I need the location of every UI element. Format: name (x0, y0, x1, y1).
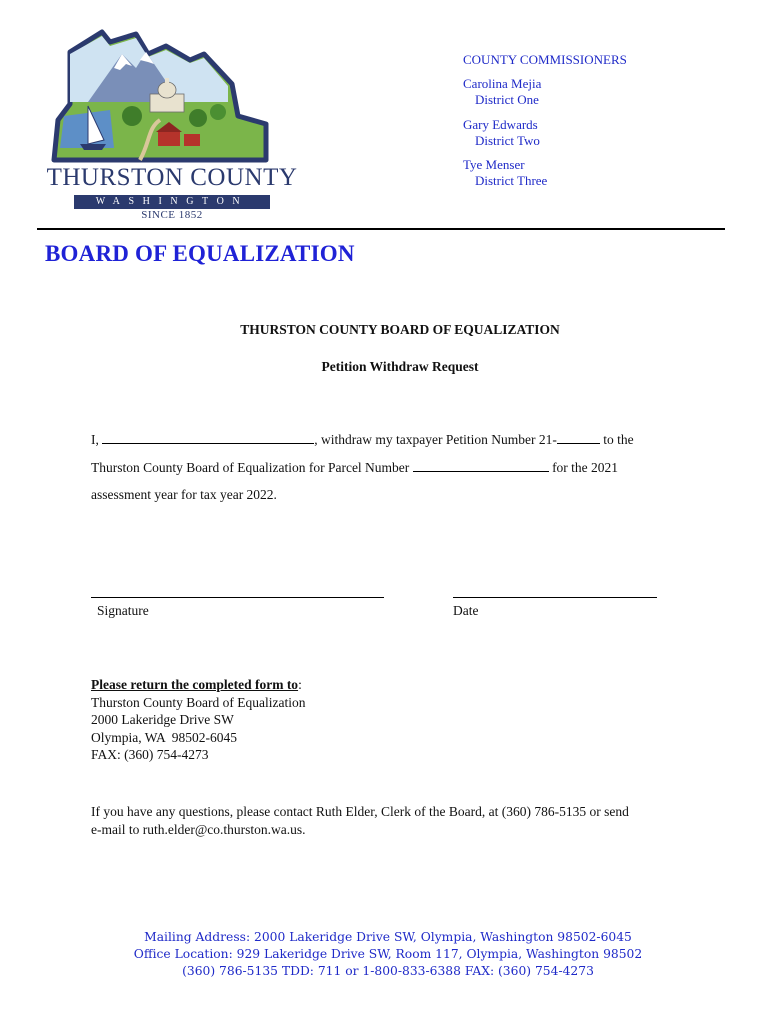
statement-mid: , withdraw my taxpayer Petition Number 21- (314, 432, 557, 447)
date-line[interactable] (453, 597, 657, 598)
parcel-number-field[interactable] (413, 459, 549, 472)
commissioner-district: District Two (475, 133, 540, 148)
commissioner-district: District One (475, 92, 539, 107)
taxpayer-name-field[interactable] (102, 431, 314, 444)
header-divider (37, 228, 725, 230)
footer-mailing-address: Mailing Address: 2000 Lakeridge Drive SW, Olympia, Washington 98502-6045 (144, 930, 632, 944)
statement-end: to the (599, 432, 634, 447)
signature-label: Signature (97, 603, 149, 618)
county-map-logo-icon (40, 24, 280, 164)
form-org-heading: THURSTON COUNTY BOARD OF EQUALIZATION (240, 322, 560, 337)
return-line: FAX: (360) 754-4273 (91, 747, 209, 762)
commissioners-title: COUNTY COMMISSIONERS (463, 52, 627, 67)
commissioner-name: Gary Edwards (463, 117, 538, 132)
statement-parcel-prefix: Thurston County Board of Equalization for Parcel Number (91, 460, 410, 475)
statement-prefix: I, (91, 432, 99, 447)
footer-phone-fax: (360) 786-5135 TDD: 711 or 1-800-833-6388 FAX: (360) 754-4273 (182, 964, 594, 978)
questions-line: e-mail to ruth.elder@co.thurston.wa.us. (91, 822, 306, 837)
return-heading: Please return the completed form to: (91, 677, 302, 692)
questions-line: If you have any questions, please contact Ruth Elder, Clerk of the Board, at (360) 786-5135 or send (91, 804, 629, 819)
signature-line[interactable] (91, 597, 384, 598)
petition-number-field[interactable] (557, 431, 600, 444)
commissioner-name: Tye Menser (463, 157, 525, 172)
questions-paragraph (91, 803, 629, 839)
withdraw-statement-line3: assessment year for tax year 2022. (91, 487, 277, 502)
return-line: 2000 Lakeridge Drive SW (91, 712, 234, 727)
commissioner-district: District Three (475, 173, 548, 188)
logo-since: SINCE 1852 (141, 209, 203, 221)
statement-parcel-end: for the 2021 (552, 460, 619, 475)
footer-address (0, 929, 770, 980)
footer-office-location: Office Location: 929 Lakeridge Drive SW, Room 117, Olympia, Washington 98502 (133, 947, 643, 961)
return-line: Thurston County Board of Equalization (91, 694, 306, 710)
logo-state-band: WASHINGTON (74, 195, 270, 209)
return-line: Olympia, WA 98502-6045 (91, 729, 237, 745)
form-title: Petition Withdraw Request (321, 359, 479, 374)
return-address-block (91, 676, 305, 764)
withdraw-statement-line1 (91, 431, 634, 448)
logo-county-name: THURSTON COUNTY (46, 164, 298, 191)
commissioner-name: Carolina Mejia (463, 76, 542, 91)
board-title: BOARD OF EQUALIZATION (45, 241, 355, 266)
withdraw-statement-line2 (91, 459, 618, 476)
date-label: Date (453, 603, 479, 618)
